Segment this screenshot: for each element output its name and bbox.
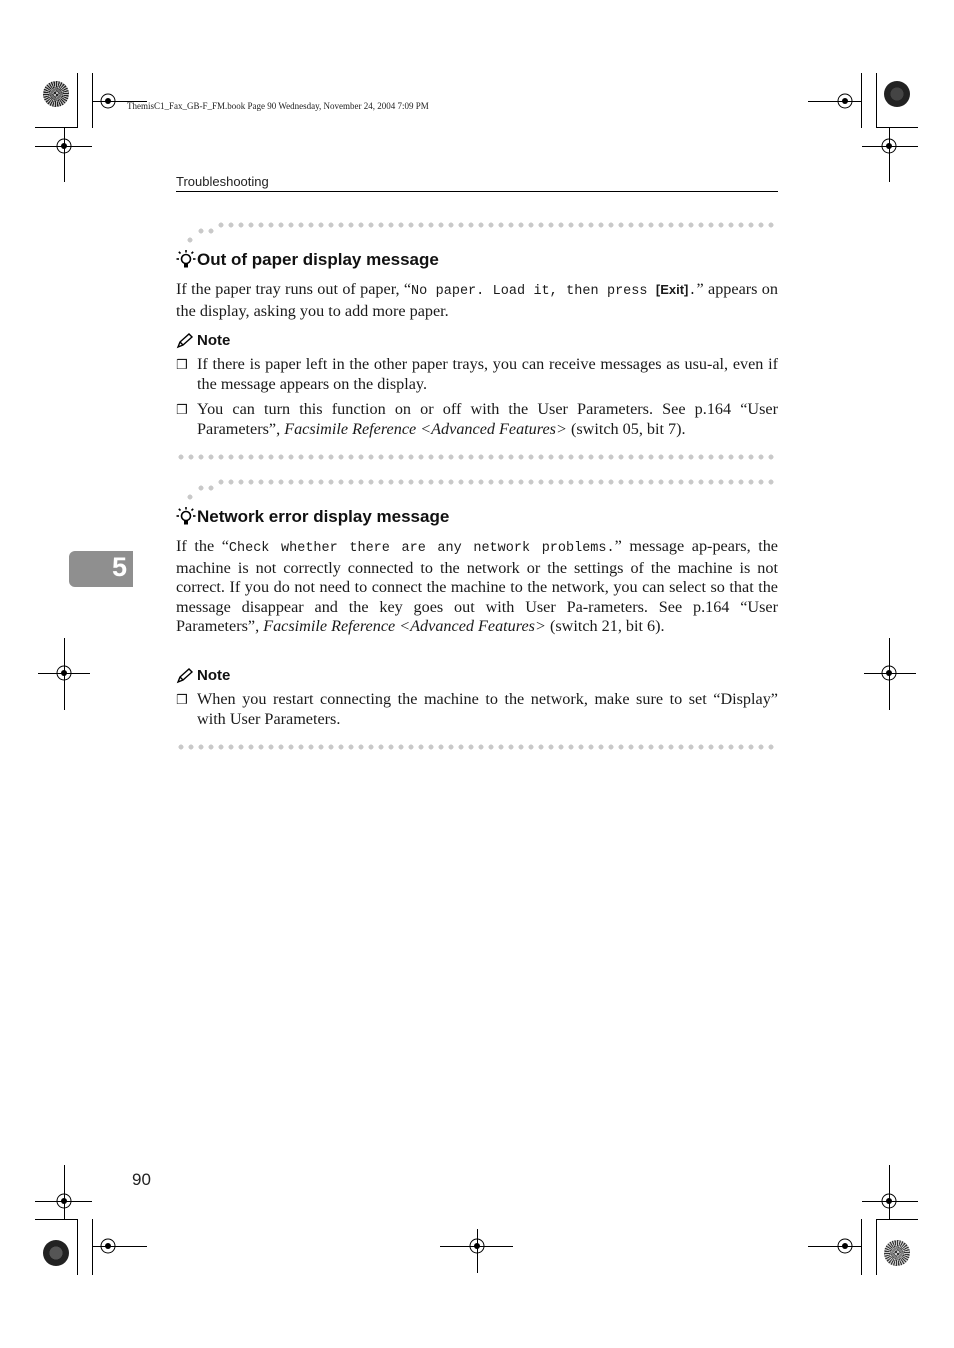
registration-mark-icon [97,90,119,112]
registration-mark-icon [834,1235,856,1257]
section-title [176,250,439,270]
dotted-divider [216,222,778,228]
text: You can turn this function on or off with the User Parameters. See p.164 “User Parameters”, [197,400,778,438]
dotted-divider [196,485,216,491]
text: (switch 05, bit 7). [566,419,686,438]
key-label: [Exit] [655,282,689,297]
section-title [176,507,449,527]
dark-wheel-icon [884,81,910,107]
note-text: If there is paper left in the other paper trays, you can receive messages as usu-al, even if the message appears on the display. [197,355,778,393]
file-info-line: ThemisC1_Fax_GB-F_FM.book Page 90 Wednesday, November 24, 2004 7:09 PM [127,101,429,111]
text: If the paper tray runs out of paper, “ [176,280,412,298]
note-item [176,400,778,439]
dotted-divider [216,479,778,485]
note-heading [176,667,230,684]
dotted-divider [185,237,195,243]
header-rule [176,191,778,192]
lightbulb-icon [176,507,196,527]
registration-mark-icon [834,90,856,112]
note-label: Note [197,332,231,349]
checkbox-icon: ❒ [176,358,188,373]
text: ” message ap-pears, the machine is not correctly connected to the network or the settings of the machine is not correct. If you do not need to connect the machine to the network, you can select so that the message disappear and the key goes out with User Pa-rameters. See p.164 “User Parameters”, [176,537,778,635]
registration-mark-icon [53,662,75,684]
checkbox-icon: ❒ [176,403,188,418]
registration-mark-icon [878,135,900,157]
running-head: Troubleshooting [176,174,269,189]
dotted-divider [185,494,195,500]
reference-title: Facsimile Reference <Advanced Features> [263,617,546,635]
registration-mark-icon [53,1190,75,1212]
note-text: When you restart connecting the machine to the network, make sure to set “Display” with User Parameters. [197,690,778,728]
body-paragraph [176,280,778,321]
chapter-number: 5 [111,552,127,582]
note-text [197,400,778,439]
text: ” appears on the display, asking you to add more paper. [176,280,778,320]
dotted-divider [176,744,778,750]
note-heading [176,332,230,349]
reference-title: Facsimile Reference <Advanced Features> [284,419,567,438]
note-item [176,690,778,729]
dark-wheel-icon [43,1240,69,1266]
text: (switch 21, bit 6). [545,617,665,635]
chapter-tab [69,551,133,587]
note-item [176,355,778,394]
registration-mark-icon [53,135,75,157]
registration-mark-icon [878,1190,900,1212]
gray-wheel-icon [43,81,69,107]
dotted-divider [196,228,216,234]
gray-wheel-icon [884,1240,910,1266]
dotted-divider [176,454,778,460]
text: If the “ [176,537,229,555]
section-title-text: Out of paper display message [197,250,439,269]
registration-mark-icon [878,662,900,684]
page-number: 90 [132,1170,151,1189]
display-message: . [688,284,697,299]
registration-mark-icon [97,1235,119,1257]
lightbulb-icon [176,250,196,270]
section-title-text: Network error display message [197,507,450,526]
note-label: Note [197,667,231,684]
registration-mark-icon [466,1235,488,1257]
pencil-icon [176,333,194,349]
checkbox-icon: ❒ [176,693,188,708]
body-paragraph [176,537,778,637]
pencil-icon [176,668,194,684]
display-message: Check whether there are any network problems. [228,541,615,556]
display-message: No paper. Load it, then press [411,284,656,299]
